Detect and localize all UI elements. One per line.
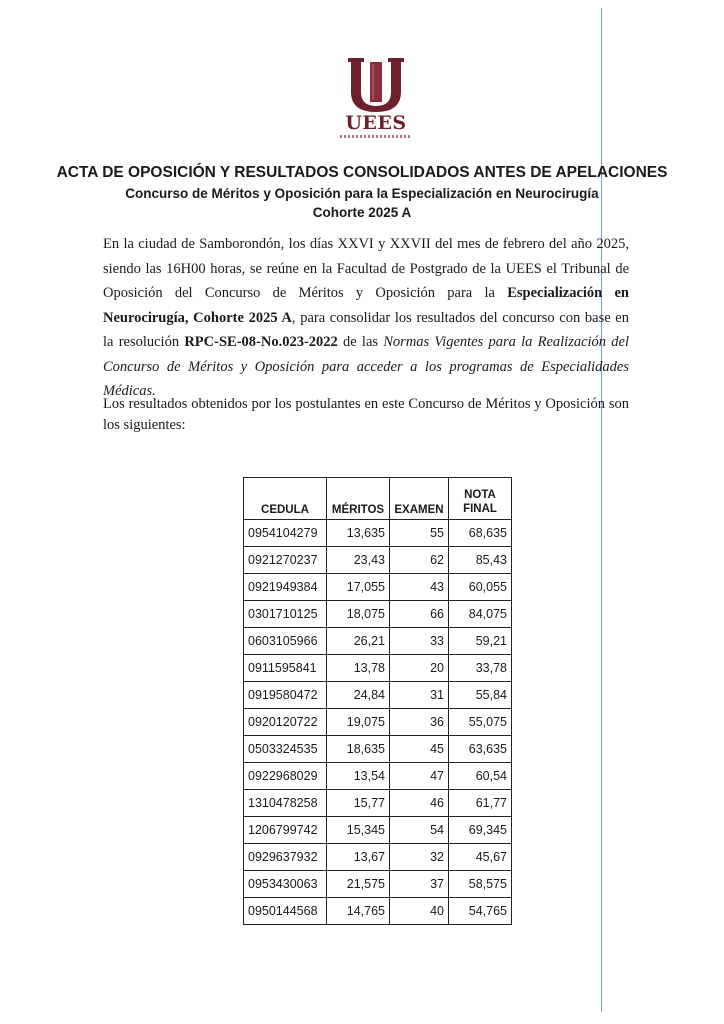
intro-text-3: de las [337,334,384,350]
table-row [244,790,512,817]
cell-cedula: 0911595841 [244,655,327,682]
uees-logo-icon [342,56,410,114]
cell-examen: 46 [390,790,449,817]
cell-examen: 66 [390,601,449,628]
cell-examen: 32 [390,844,449,871]
document-subtitle: Concurso de Méritos y Oposición para la Especialización en Neurocirugía [125,186,599,201]
cell-meritos: 26,21 [327,628,390,655]
cell-cedula: 0922968029 [244,763,327,790]
table-row [244,709,512,736]
cell-examen: 36 [390,709,449,736]
results-intro-text: Los resultados obtenidos por los postulantes en este Concurso de Méritos y Oposición son los siguientes: [103,396,629,433]
cell-nota-final: 45,67 [449,844,512,871]
cell-nota-final: 85,43 [449,547,512,574]
cell-nota-final: 60,055 [449,574,512,601]
cell-examen: 62 [390,547,449,574]
header-nota-final [449,478,512,520]
table-row [244,628,512,655]
cell-nota-final: 55,075 [449,709,512,736]
cell-meritos: 18,635 [327,736,390,763]
cell-cedula: 0953430063 [244,871,327,898]
header-meritos: MÉRITOS [327,478,390,520]
cell-cedula: 0954104279 [244,520,327,547]
intro-norms: Normas Vigentes para la Realización del Concurso de Méritos y Oposición para acceder a los programas de Especialidades Médicas. [103,334,629,399]
results-table-header [244,478,512,520]
cell-examen: 55 [390,520,449,547]
cell-cedula: 0929637932 [244,844,327,871]
intro-paragraph [103,232,629,404]
cell-cedula: 0919580472 [244,682,327,709]
cell-cedula: 0301710125 [244,601,327,628]
header-nota-line1: NOTA [464,489,496,501]
document-title: ACTA DE OPOSICIÓN Y RESULTADOS CONSOLIDADOS ANTES DE APELACIONES [56,164,668,181]
cell-examen: 40 [390,898,449,925]
intro-resolution: RPC-SE-08-No.023-2022 [184,334,338,350]
cell-cedula: 0603105966 [244,628,327,655]
intro-text-2: , para consolidar los resultados del concurso con base en la resolución [103,309,629,350]
cell-examen: 20 [390,655,449,682]
table-row [244,871,512,898]
cell-nota-final: 33,78 [449,655,512,682]
cell-nota-final: 58,575 [449,871,512,898]
cell-nota-final: 68,635 [449,520,512,547]
cell-meritos: 13,67 [327,844,390,871]
cell-examen: 45 [390,736,449,763]
cell-nota-final: 54,765 [449,898,512,925]
document-cohort: Cohorte 2025 A [312,205,412,220]
cell-nota-final: 63,635 [449,736,512,763]
uees-logo [334,56,418,140]
cell-examen: 31 [390,682,449,709]
table-row [244,574,512,601]
cell-meritos: 21,575 [327,871,390,898]
cell-examen: 33 [390,628,449,655]
intro-text-1: En la ciudad de Samborondón, los días XXVI y XXVII del mes de febrero del año 2025, siendo las 16H00 horas, se reúne en la Facultad de Postgrado de la UEES el Tribunal de Oposición del Concurso de Méritos y Oposición para la [103,236,629,301]
table-row [244,817,512,844]
cell-meritos: 19,075 [327,709,390,736]
cell-examen: 54 [390,817,449,844]
table-row [244,898,512,925]
cell-meritos: 24,84 [327,682,390,709]
cell-nota-final: 55,84 [449,682,512,709]
cell-meritos: 18,075 [327,601,390,628]
table-row [244,763,512,790]
header-examen: EXAMEN [390,478,449,520]
cell-meritos: 15,77 [327,790,390,817]
cell-meritos: 14,765 [327,898,390,925]
cell-cedula: 1310478258 [244,790,327,817]
cell-examen: 47 [390,763,449,790]
header-cedula: CEDULA [244,478,327,520]
table-row [244,655,512,682]
table-row [244,547,512,574]
logo-text: UEES [345,112,407,134]
logo-tagline [340,135,412,138]
header-nota-line2: FINAL [463,503,497,515]
cell-meritos: 13,54 [327,763,390,790]
cell-cedula: 0503324535 [244,736,327,763]
table-row [244,736,512,763]
cell-examen: 37 [390,871,449,898]
cell-meritos: 17,055 [327,574,390,601]
cell-examen: 43 [390,574,449,601]
cell-meritos: 23,43 [327,547,390,574]
cell-nota-final: 59,21 [449,628,512,655]
table-row [244,520,512,547]
cell-meritos: 13,78 [327,655,390,682]
table-row [244,682,512,709]
scan-margin-line [601,8,602,1012]
cell-cedula: 0950144568 [244,898,327,925]
cell-meritos: 15,345 [327,817,390,844]
intro-specialization: Especialización en Neurocirugía, Cohorte 2025 A [103,285,629,326]
results-table [243,477,512,925]
cell-cedula: 1206799742 [244,817,327,844]
cell-cedula: 0921270237 [244,547,327,574]
table-row [244,601,512,628]
cell-nota-final: 61,77 [449,790,512,817]
cell-nota-final: 84,075 [449,601,512,628]
cell-cedula: 0921949384 [244,574,327,601]
cell-nota-final: 69,345 [449,817,512,844]
table-row [244,844,512,871]
cell-cedula: 0920120722 [244,709,327,736]
cell-meritos: 13,635 [327,520,390,547]
cell-nota-final: 60,54 [449,763,512,790]
results-intro-paragraph [103,394,629,436]
